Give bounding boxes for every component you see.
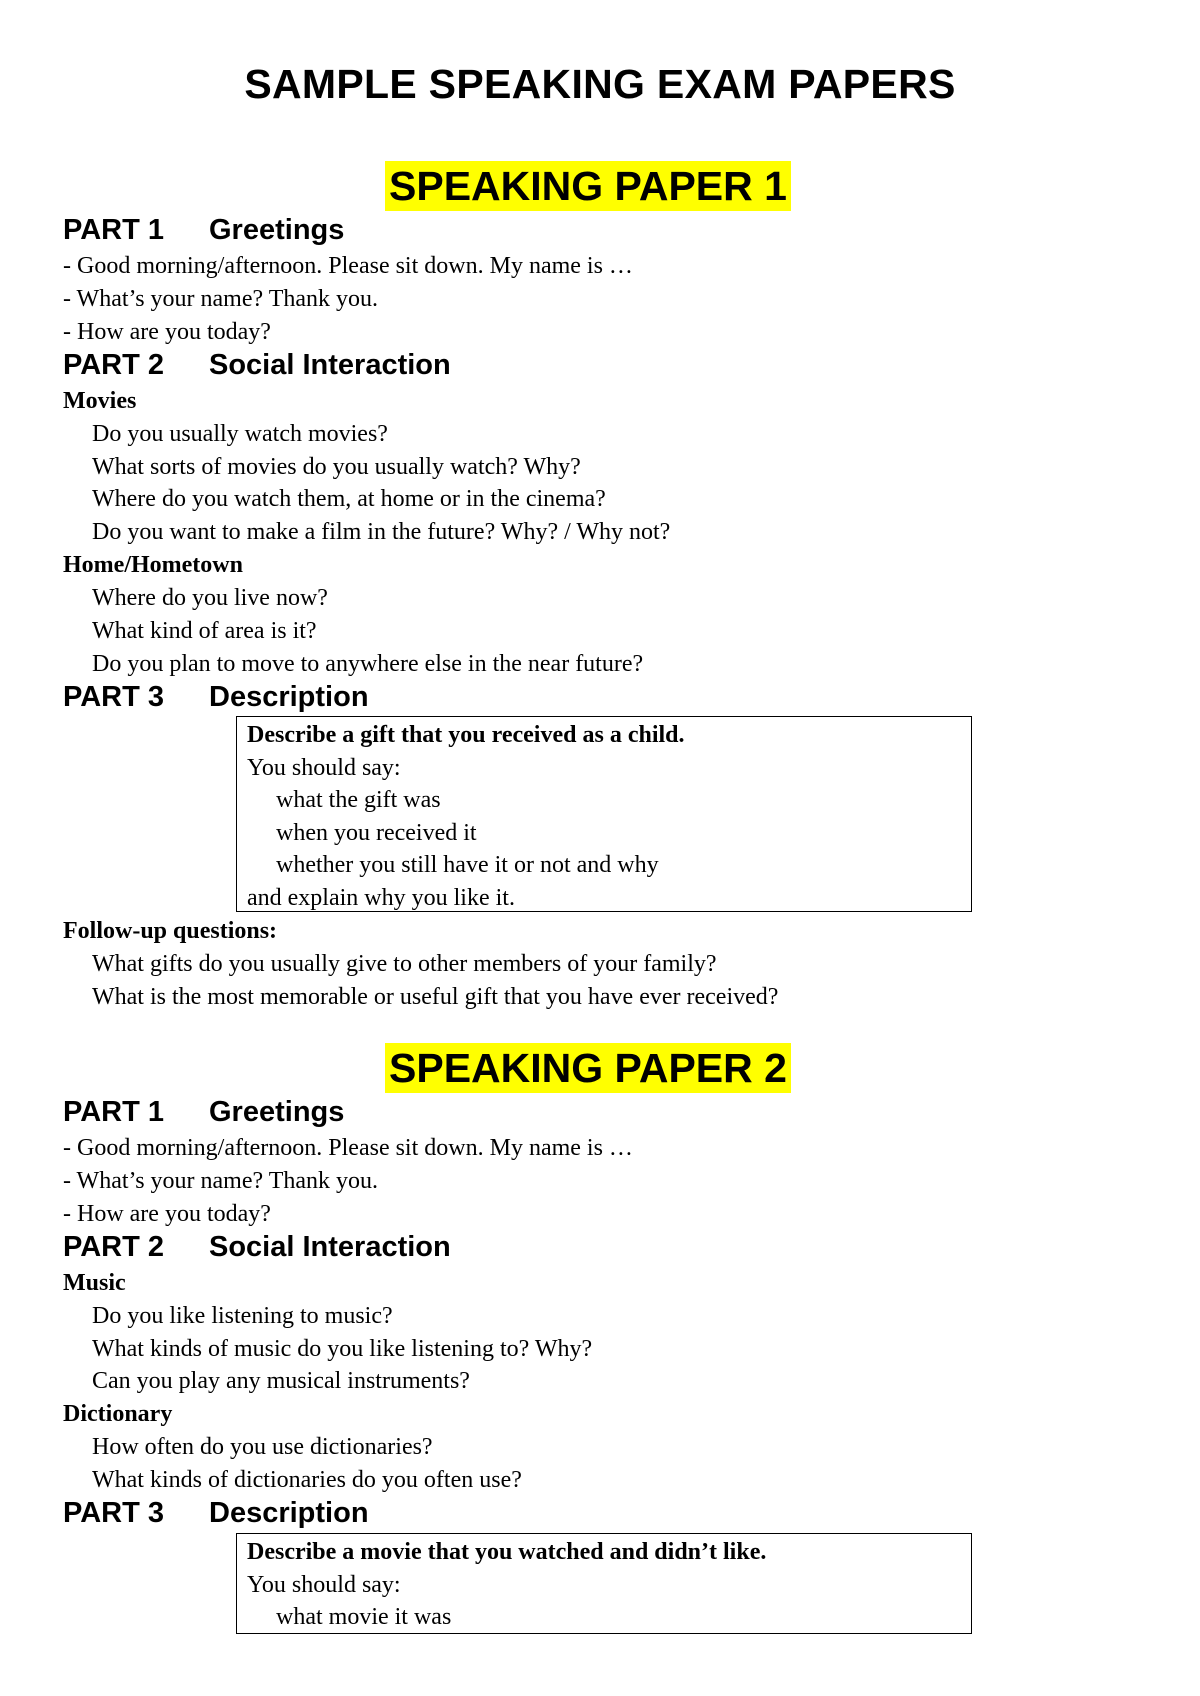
question-line: What kinds of dictionaries do you often use?	[92, 1467, 522, 1493]
question-line: What sorts of movies do you usually watch? Why?	[92, 454, 581, 480]
topic-heading-hometown: Home/Hometown	[63, 552, 243, 578]
followup-question: What gifts do you usually give to other members of your family?	[92, 951, 717, 977]
greeting-line: - How are you today?	[63, 1201, 271, 1227]
cue-card-box	[236, 716, 972, 912]
part-label: PART 3	[63, 1497, 164, 1529]
cue-card-title: Describe a movie that you watched and didn’t like.	[247, 1539, 767, 1565]
part-label: PART 2	[63, 1231, 164, 1263]
topic-heading-music: Music	[63, 1270, 126, 1296]
question-line: Can you play any musical instruments?	[92, 1368, 470, 1394]
paper-1-title: SPEAKING PAPER 1	[385, 161, 791, 211]
part-name: Social Interaction	[209, 1231, 451, 1263]
document-title: SAMPLE SPEAKING EXAM PAPERS	[244, 61, 956, 107]
part-name: Description	[209, 1497, 369, 1529]
cue-card-point: what the gift was	[276, 787, 441, 813]
paper-2-part-3-heading	[63, 1496, 369, 1530]
part-name: Greetings	[209, 214, 345, 246]
question-line: What kinds of music do you like listening to? Why?	[92, 1336, 593, 1362]
topic-heading-movies: Movies	[63, 388, 137, 414]
question-line: Do you plan to move to anywhere else in the near future?	[92, 651, 644, 677]
cue-card-point: whether you still have it or not and why	[276, 852, 659, 878]
part-name: Social Interaction	[209, 349, 451, 381]
greeting-line: - Good morning/afternoon. Please sit down. My name is …	[63, 253, 633, 279]
paper-2-part-1-heading	[63, 1095, 344, 1129]
part-name: Greetings	[209, 1096, 345, 1128]
greeting-line: - How are you today?	[63, 319, 271, 345]
greeting-line: - What’s your name? Thank you.	[63, 286, 379, 312]
cue-card-closing: and explain why you like it.	[247, 884, 515, 911]
question-line: Do you want to make a film in the future? Why? / Why not?	[92, 519, 671, 545]
part-label: PART 1	[63, 214, 164, 246]
part-label: PART 1	[63, 1096, 164, 1128]
paper-1-part-2-heading	[63, 348, 451, 382]
cue-card-intro: You should say:	[247, 754, 401, 781]
part-name: Description	[209, 681, 369, 713]
question-line: Where do you live now?	[92, 585, 328, 611]
question-line: Do you like listening to music?	[92, 1303, 393, 1329]
paper-1-part-1-heading	[63, 213, 344, 247]
cue-card-intro: You should say:	[247, 1571, 401, 1598]
cue-card-point: what movie it was	[276, 1604, 452, 1630]
followup-question: What is the most memorable or useful gift that you have ever received?	[92, 984, 779, 1010]
part-label: PART 3	[63, 681, 164, 713]
question-line: How often do you use dictionaries?	[92, 1434, 433, 1460]
question-line: Do you usually watch movies?	[92, 421, 388, 447]
greeting-line: - Good morning/afternoon. Please sit down. My name is …	[63, 1135, 633, 1161]
paper-1-part-3-heading	[63, 680, 369, 714]
topic-heading-dictionary: Dictionary	[63, 1401, 173, 1427]
paper-2-part-2-heading	[63, 1230, 451, 1264]
cue-card-point: when you received it	[276, 819, 477, 846]
question-line: Where do you watch them, at home or in the cinema?	[92, 486, 606, 512]
cue-card-box	[236, 1533, 972, 1634]
part-label: PART 2	[63, 349, 164, 381]
question-line: What kind of area is it?	[92, 618, 317, 644]
paper-2-title: SPEAKING PAPER 2	[385, 1043, 791, 1093]
greeting-line: - What’s your name? Thank you.	[63, 1168, 379, 1194]
followup-heading: Follow-up questions:	[63, 918, 278, 944]
cue-card-title: Describe a gift that you received as a child.	[247, 722, 685, 748]
